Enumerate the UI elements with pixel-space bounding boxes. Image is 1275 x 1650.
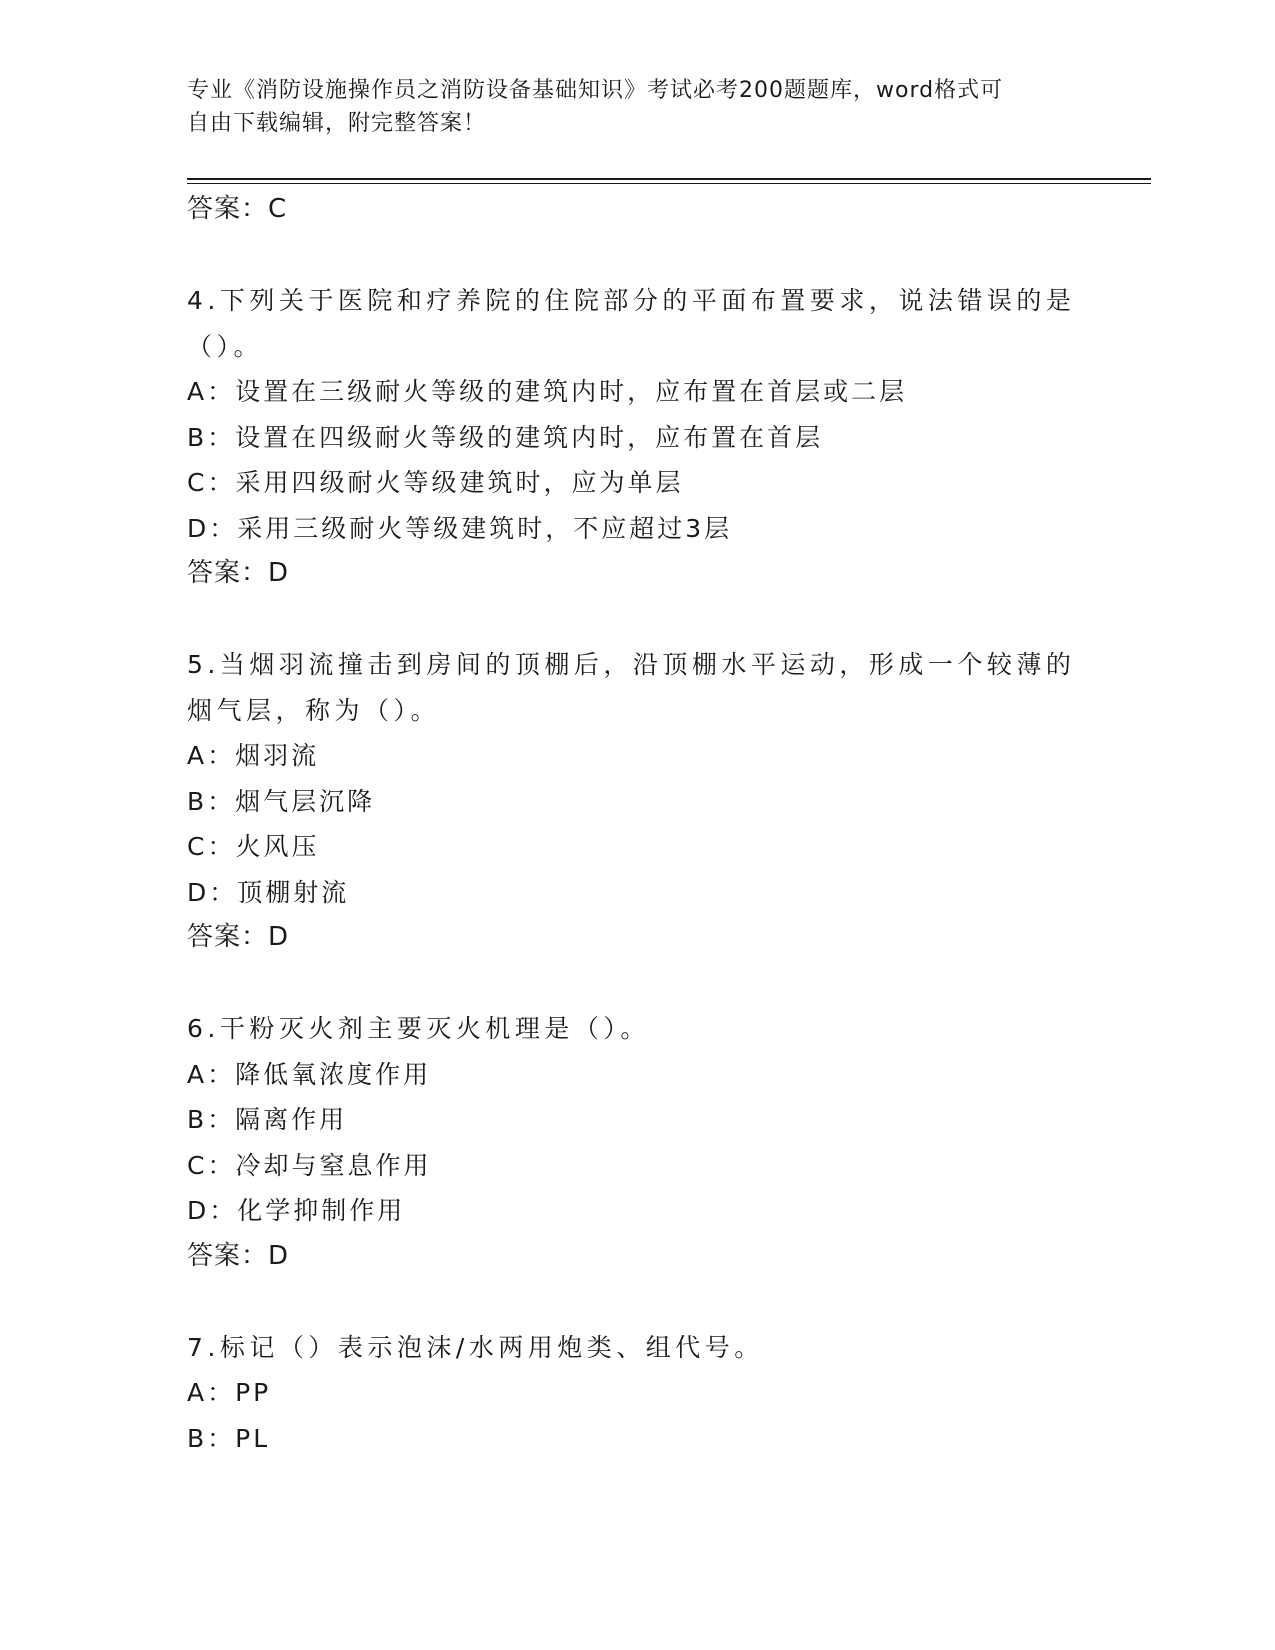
- header-divider-thin: [187, 183, 1151, 184]
- option-c: C：采用四级耐火等级建筑时，应为单层: [187, 468, 684, 497]
- spacer: [187, 1279, 1087, 1325]
- option-c: C：火风压: [187, 832, 320, 861]
- option-b: B：PL: [187, 1423, 271, 1453]
- question-stem: 6.干粉灭火剂主要灭火机理是（）。: [187, 1014, 650, 1043]
- question-5: [187, 642, 1087, 961]
- document-header: [187, 74, 1067, 140]
- spacer: [187, 961, 1087, 1007]
- spacer: [187, 233, 1087, 279]
- option-a: A：烟羽流: [187, 741, 320, 770]
- option-b: B：隔离作用: [187, 1105, 348, 1134]
- option-c: C：冷却与窒息作用: [187, 1150, 432, 1180]
- question-stem-cont: 烟气层，称为（）。: [187, 695, 441, 725]
- option-a: A：降低氧浓度作用: [187, 1059, 432, 1089]
- option-d: D：采用三级耐火等级建筑时，不应超过3层: [187, 513, 733, 543]
- answer-prev: 答案：C: [187, 194, 288, 224]
- option-a: A：PP: [187, 1378, 272, 1407]
- option-b: B：设置在四级耐火等级的建筑内时，应布置在首层: [187, 422, 824, 452]
- option-b: B：烟气层沉降: [187, 786, 376, 816]
- question-stem-cont: （）。: [187, 331, 264, 361]
- answer: 答案：D: [187, 1240, 290, 1271]
- option-d: D：顶棚射流: [187, 877, 350, 907]
- question-4: [187, 278, 1087, 597]
- option-a: A：设置在三级耐火等级的建筑内时，应布置在首层或二层: [187, 377, 908, 406]
- question-6: [187, 1006, 1087, 1279]
- header-line-2: 自由下载编辑，附完整答案！: [187, 111, 487, 136]
- spacer: [187, 597, 1087, 643]
- header-line-1: 专业《消防设施操作员之消防设备基础知识》考试必考200题题库，word格式可: [187, 78, 1004, 103]
- option-d: D：化学抑制作用: [187, 1196, 406, 1225]
- question-list: [187, 187, 1087, 1461]
- question-stem: 5.当烟羽流撞击到房间的顶棚后，沿顶棚水平运动，形成一个较薄的: [187, 650, 1076, 679]
- question-7: [187, 1325, 1087, 1462]
- question-stem: 4.下列关于医院和疗养院的住院部分的平面布置要求，说法错误的是: [187, 286, 1076, 315]
- answer: 答案：D: [187, 558, 290, 588]
- header-divider-thick: [187, 178, 1151, 180]
- answer: 答案：D: [187, 922, 290, 952]
- question-stem: 7.标记（）表示泡沫/水两用炮类、组代号。: [187, 1332, 764, 1362]
